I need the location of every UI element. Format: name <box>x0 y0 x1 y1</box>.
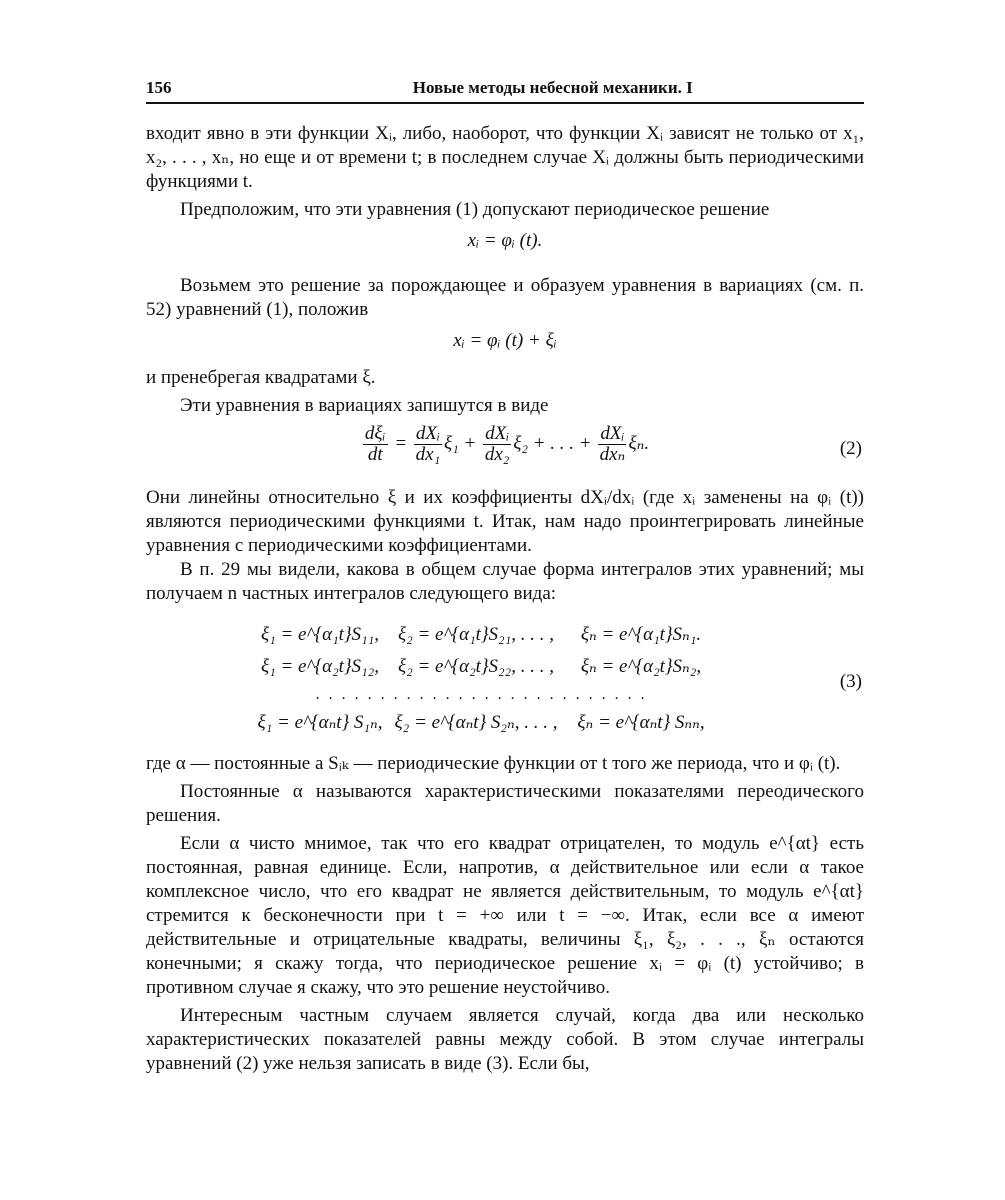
equation-3-grid <box>106 622 864 736</box>
formula-periodic-solution: xᵢ = φᵢ (t). <box>467 230 543 251</box>
term-3-var: ξₙ. <box>628 432 650 454</box>
eq3-r3-c2: ξ₂ = e^{αₙt} S₂ₙ, . . . , <box>394 712 558 733</box>
equation-3 <box>146 622 864 742</box>
fraction-lhs: $\frac{\text{dξᵢ}}{dt}$ <box>364 423 386 465</box>
paragraph-7: В п. 29 мы видели, какова в общем случае форма интегралов этих уравнений; мы получаем n частных интегралов следующего вида: <box>146 559 864 604</box>
eq3-r1-c1: ξ₁ = e^{α₁t}S₁₁, <box>260 624 380 645</box>
eq3-r2-c2: ξ₂ = e^{α₂t}S₂₂, . . . , <box>397 656 555 677</box>
eq3-r2-c1: ξ₁ = e^{α₂t}S₁₂, <box>260 656 380 677</box>
paragraph-10: Если α чисто мнимое, так что его квадрат отрицателен, то модуль e^{αt} есть постоянная, равная единице. Если, напротив, α действительное или если α такое комплексное число, что его квадрат не является действительным, то модуль e^{αt} стремится к бесконечности при t = +∞ или t = −∞. Итак, если все α имеют действительные и отрицательные квадраты, величины ξ₁, ξ₂, . . ., ξₙ остаются конечными; я скажу тогда, что периодическое решение xᵢ = φᵢ (t) устойчиво; в противном случае я скажу, что это решение неустойчиво. <box>146 833 864 998</box>
paragraph-6: Они линейны относительно ξ и их коэффициенты dXᵢ/dxᵢ (где xᵢ заменены на φᵢ (t)) являются периодическими функциями t. Итак, нам надо проинтегрировать линейные уравнения с периодическими коэффициентами. <box>146 487 864 556</box>
equals-sign: = <box>394 432 408 454</box>
eq3-r3-c1: ξ₁ = e^{αₙt} S₁ₙ, <box>257 712 383 733</box>
equation-number-2: (2) <box>839 438 862 459</box>
term-1-var: ξ₁ + <box>444 432 477 454</box>
fraction-term-3: $\frac{\text{dXᵢ}}{\text{dxₙ}}$ <box>599 423 626 465</box>
running-header <box>146 78 864 104</box>
paragraph-4: и пренебрегая квадратами ξ. <box>146 367 376 388</box>
paragraph-9: Постоянные α называются характеристическими показателями переодического решения. <box>146 781 864 826</box>
eq3-r2-c3: ξₙ = e^{α₂t}Sₙ₂, <box>580 656 702 677</box>
eq3-r1-c2: ξ₂ = e^{α₁t}S₂₁, . . . , <box>397 624 555 645</box>
paragraph-3: Возьмем это решение за порождающее и образуем уравнения в вариациях (см. п. 52) уравнений (1), положив <box>146 275 864 320</box>
eq3-r3-c3: ξₙ = e^{αₙt} Sₙₙ, <box>577 712 705 733</box>
paragraph-2: Предположим, что эти уравнения (1) допускают периодическое решение <box>180 199 770 220</box>
equation-2 <box>146 424 864 474</box>
term-2-var: ξ₂ + . . . + <box>513 432 592 454</box>
equation-number-3: (3) <box>839 671 862 692</box>
eq3-dots: .......................... <box>316 686 654 703</box>
paragraph-5: Эти уравнения в вариациях запишутся в виде <box>180 395 549 416</box>
paragraph-1: входит явно в эти функции Xᵢ, либо, наоборот, что функции Xᵢ зависят не только от x₁, x₂, . . . , xₙ, но еще и от времени t; в последнем случае Xᵢ должны быть периодическими функциями t. <box>146 123 864 192</box>
fraction-term-2: $\frac{\text{dXᵢ}}{\text{dx₂}}$ <box>484 423 510 465</box>
paragraph-8: где α — постоянные а Sᵢₖ — периодические функции от t того же периода, что и φᵢ (t). <box>146 753 841 774</box>
eq3-r1-c3: ξₙ = e^{α₁t}Sₙ₁. <box>580 624 702 645</box>
page-number: 156 <box>146 78 172 97</box>
page <box>146 78 864 1076</box>
fraction-term-1: $\frac{\text{dXᵢ}}{\text{dx₁}}$ <box>415 423 441 465</box>
paragraph-11: Интересным частным случаем является случай, когда два или несколько характеристических показателей равны между собой. В этом случае интегралы уравнений (2) уже нельзя записать в виде (3). Если бы, <box>146 1005 864 1074</box>
formula-substitution: xᵢ = φᵢ (t) + ξᵢ <box>453 330 557 351</box>
running-title: Новые методы небесной механики. I <box>412 78 693 97</box>
